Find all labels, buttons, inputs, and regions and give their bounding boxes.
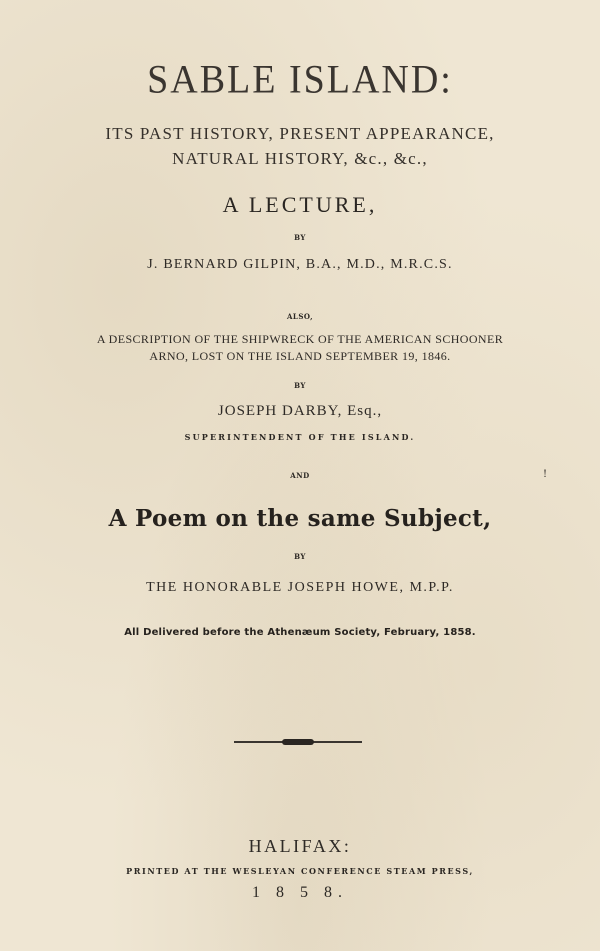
lecture-heading: A LECTURE,: [222, 192, 378, 217]
third-author-name: THE HONORABLE JOSEPH HOWE, M.P.P.: [146, 580, 454, 595]
decorative-rule-ornament: [282, 739, 314, 745]
and-label: AND: [290, 471, 310, 480]
description-line-2: ARNO, LOST ON THE ISLAND SEPTEMBER 19, 1846.: [149, 349, 451, 363]
subtitle-line-1: ITS PAST HISTORY, PRESENT APPEARANCE,: [105, 124, 495, 143]
second-author-name: JOSEPH DARBY, Esq.,: [217, 403, 383, 419]
book-title: SABLE ISLAND:: [147, 57, 453, 103]
also-label: ALSO,: [286, 312, 314, 321]
delivery-note: All Delivered before the Athenæum Society, February, 1858.: [124, 627, 476, 638]
by-label-3: BY: [294, 552, 306, 561]
by-label-1: BY: [294, 233, 306, 242]
stray-mark: !: [543, 469, 548, 480]
imprint-printer: PRINTED AT THE WESLEYAN CONFERENCE STEAM PRESS,: [126, 866, 474, 876]
imprint-year: 1 8 5 8.: [252, 884, 348, 901]
description-line-1: A DESCRIPTION OF THE SHIPWRECK OF THE AMERICAN SCHOONER: [96, 332, 504, 346]
imprint-place: HALIFAX:: [248, 836, 352, 856]
author-name: J. BERNARD GILPIN, B.A., M.D., M.R.C.S.: [147, 257, 453, 272]
poem-heading: A Poem on the same Subject,: [108, 505, 492, 532]
second-author-title: SUPERINTENDENT OF THE ISLAND.: [184, 432, 416, 442]
subtitle-line-2: NATURAL HISTORY, &c., &c.,: [172, 149, 428, 168]
by-label-2: BY: [294, 381, 306, 390]
